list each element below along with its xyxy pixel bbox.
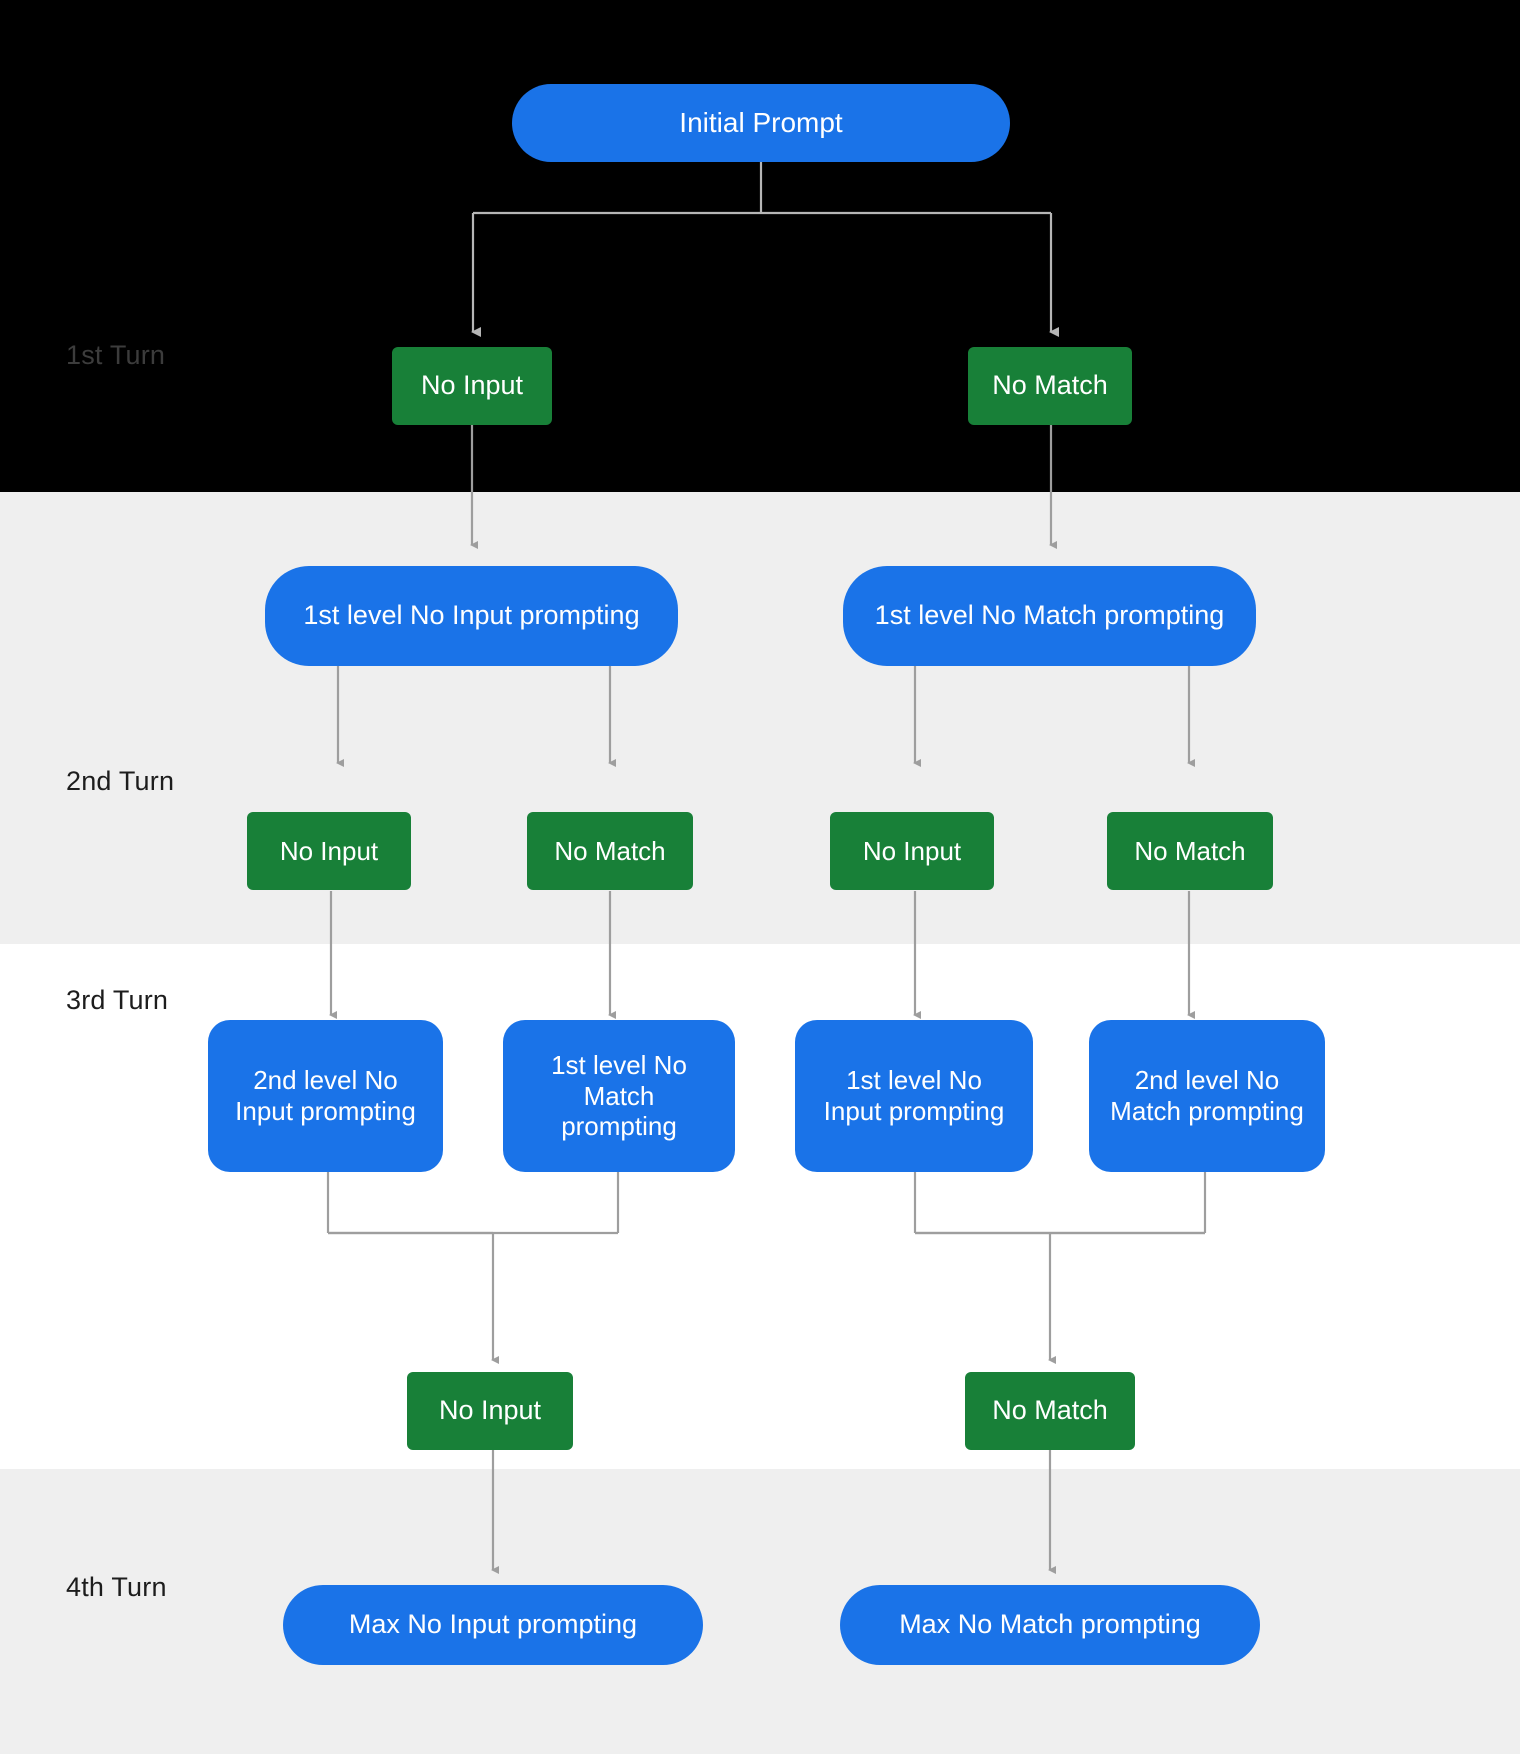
turn-label-3rd: 3rd Turn — [66, 985, 169, 1015]
node-1st-level-no-input-prompting[interactable]: 1st level No Input prompting — [265, 566, 678, 666]
node-initial-prompt[interactable]: Initial Prompt — [512, 84, 1010, 162]
node-turn2-no-match-a[interactable]: No Match — [527, 812, 693, 890]
node-turn2-no-input-b[interactable]: No Input — [830, 812, 994, 890]
band-2nd-turn — [0, 492, 1520, 944]
node-1st-level-no-match-prompting-b[interactable]: 1st level No Match prompting — [503, 1020, 735, 1172]
turn-label-4th: 4th Turn — [66, 1572, 167, 1602]
node-1st-level-no-match-prompting[interactable]: 1st level No Match prompting — [843, 566, 1256, 666]
node-max-no-match-prompting[interactable]: Max No Match prompting — [840, 1585, 1260, 1665]
band-4th-turn — [0, 1469, 1520, 1754]
band-1st-turn — [0, 0, 1520, 492]
node-1st-level-no-input-prompting-b[interactable]: 1st level No Input prompting — [795, 1020, 1033, 1172]
node-2nd-level-no-input-prompting[interactable]: 2nd level No Input prompting — [208, 1020, 443, 1172]
node-turn2-no-match-b[interactable]: No Match — [1107, 812, 1273, 890]
node-2nd-level-no-match-prompting[interactable]: 2nd level No Match prompting — [1089, 1020, 1325, 1172]
node-turn1-no-input[interactable]: No Input — [392, 347, 552, 425]
node-turn3-no-match[interactable]: No Match — [965, 1372, 1135, 1450]
turn-label-2nd: 2nd Turn — [66, 766, 175, 796]
node-max-no-input-prompting[interactable]: Max No Input prompting — [283, 1585, 703, 1665]
turn-label-1st: 1st Turn — [66, 340, 166, 370]
node-turn1-no-match[interactable]: No Match — [968, 347, 1132, 425]
node-turn2-no-input-a[interactable]: No Input — [247, 812, 411, 890]
node-turn3-no-input[interactable]: No Input — [407, 1372, 573, 1450]
